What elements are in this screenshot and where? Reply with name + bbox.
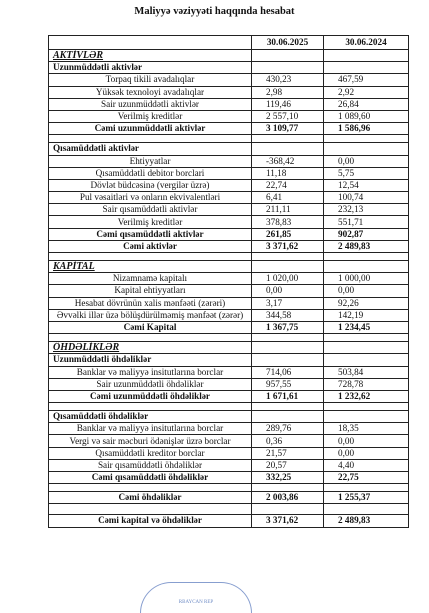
row-label <box>49 135 252 143</box>
row-label: Qısamüddətli öhdəliklər <box>49 411 252 423</box>
value-2024 <box>324 135 409 143</box>
value-2024: 503,84 <box>324 366 409 378</box>
table-row <box>49 216 409 228</box>
value-2024: 232,13 <box>324 204 409 216</box>
value-2025: 2,98 <box>252 86 324 98</box>
row-label: KAPİTAL <box>49 261 252 273</box>
row-label: Vergi və sair məcburi ödənişlər üzrə borclar <box>49 435 252 447</box>
value-2024: 0,00 <box>324 155 409 167</box>
table-row <box>49 179 409 191</box>
value-2025: 332,25 <box>252 472 324 484</box>
value-2025 <box>252 504 324 515</box>
value-2024 <box>324 261 409 273</box>
row-label: Sair qısamüddətli aktivlər <box>49 204 252 216</box>
value-2025: 378,83 <box>252 216 324 228</box>
value-2024: 2,92 <box>324 86 409 98</box>
row-label: Uzunmüddətli aktivlər <box>49 62 252 74</box>
value-2024: 0,00 <box>324 435 409 447</box>
spacer-row <box>49 135 409 143</box>
value-2025: 344,58 <box>252 309 324 321</box>
row-label <box>49 334 252 342</box>
value-2024: 100,74 <box>324 192 409 204</box>
value-2025: 957,55 <box>252 378 324 390</box>
value-2025: 3 371,62 <box>252 240 324 252</box>
table-row <box>49 423 409 435</box>
spacer-row <box>49 334 409 342</box>
row-label: Cəmi uzunmüddətli aktivlər <box>49 123 252 135</box>
value-2025: 22,74 <box>252 179 324 191</box>
value-2024: 4,40 <box>324 459 409 471</box>
table-row <box>49 309 409 321</box>
table-row <box>49 98 409 110</box>
table-row <box>49 378 409 390</box>
value-2025: 119,46 <box>252 98 324 110</box>
row-label: Pul vəsaitləri və onların ekvivalentləri <box>49 192 252 204</box>
value-2025: 714,06 <box>252 366 324 378</box>
section-header-row <box>49 342 409 354</box>
table-row <box>49 447 409 459</box>
spacer-row <box>49 403 409 411</box>
value-2024: 92,26 <box>324 297 409 309</box>
value-2024: 551,71 <box>324 216 409 228</box>
value-2024 <box>324 504 409 515</box>
row-label: Cəmi uzunmüddətli öhdəliklər <box>49 390 252 402</box>
column-header-2024: 30.06.2024 <box>324 36 409 50</box>
table-row <box>49 74 409 86</box>
section-header-row <box>49 261 409 273</box>
value-2024 <box>324 411 409 423</box>
row-label: Torpaq tikili avadalıqlar <box>49 74 252 86</box>
value-2024: 0,00 <box>324 447 409 459</box>
value-2025 <box>252 62 324 74</box>
row-label: Verilmiş kreditlər <box>49 110 252 122</box>
value-2025: 289,76 <box>252 423 324 435</box>
row-label: Yüksək texnoloyi avadalıqlar <box>49 86 252 98</box>
row-label: Nizamnamə kapitalı <box>49 273 252 285</box>
value-2024: 1 089,60 <box>324 110 409 122</box>
subsection-header-row <box>49 354 409 366</box>
column-header-2025: 30.06.2025 <box>252 36 324 50</box>
value-2024 <box>324 484 409 492</box>
value-2024 <box>324 253 409 261</box>
table-row <box>49 285 409 297</box>
value-2025 <box>252 354 324 366</box>
value-2024 <box>324 143 409 155</box>
value-2024: 1 000,00 <box>324 273 409 285</box>
total-row <box>49 492 409 504</box>
table-row <box>49 86 409 98</box>
subsection-header-row <box>49 62 409 74</box>
value-2024: 5,75 <box>324 167 409 179</box>
total-row <box>49 472 409 484</box>
value-2025: 211,11 <box>252 204 324 216</box>
value-2025: 3 371,62 <box>252 515 324 527</box>
value-2025: 261,85 <box>252 228 324 240</box>
table-row <box>49 435 409 447</box>
table-row <box>49 459 409 471</box>
row-label: Banklar və maliyyə insitutlarına borclar <box>49 366 252 378</box>
row-label <box>49 504 252 515</box>
value-2025: 2 003,86 <box>252 492 324 504</box>
value-2024: 467,59 <box>324 74 409 86</box>
value-2024: 22,75 <box>324 472 409 484</box>
value-2024 <box>324 334 409 342</box>
value-2025 <box>252 253 324 261</box>
value-2025: 1 367,75 <box>252 321 324 333</box>
row-label: Cəmi qısamüddətli öhdəliklər <box>49 472 252 484</box>
value-2025: 2 557,10 <box>252 110 324 122</box>
value-2024: 2 489,83 <box>324 240 409 252</box>
value-2025: 20,57 <box>252 459 324 471</box>
total-row <box>49 515 409 527</box>
value-2024: 1 234,45 <box>324 321 409 333</box>
total-row <box>49 240 409 252</box>
header-label-cell <box>49 36 252 50</box>
spacer-row <box>49 504 409 515</box>
value-2025: 430,23 <box>252 74 324 86</box>
value-2024 <box>324 342 409 354</box>
subsection-header-row <box>49 143 409 155</box>
row-label: Sair qısamüddətli öhdəliklər <box>49 459 252 471</box>
value-2025 <box>252 484 324 492</box>
value-2025: 3,17 <box>252 297 324 309</box>
table-row <box>49 297 409 309</box>
table-row <box>49 204 409 216</box>
value-2025: 11,18 <box>252 167 324 179</box>
total-row <box>49 390 409 402</box>
value-2024: 0,00 <box>324 285 409 297</box>
row-label: Qısamüddətli debitor borclari <box>49 167 252 179</box>
value-2025 <box>252 143 324 155</box>
value-2025 <box>252 403 324 411</box>
value-2025: 21,57 <box>252 447 324 459</box>
row-label: Hesabat dövrünün xalis mənfəəti (zərəri) <box>49 297 252 309</box>
table-row <box>49 167 409 179</box>
value-2024: 18,35 <box>324 423 409 435</box>
row-label: Dövlət büdcəsinə (vergilər üzrə) <box>49 179 252 191</box>
value-2025 <box>252 342 324 354</box>
row-label: ÖHDƏLİKLƏR <box>49 342 252 354</box>
row-label: Əvvəlki illər üzə bölüşdürülməmiş mənfəət (zərər) <box>49 309 252 321</box>
row-label: Kapital ehtiyyatları <box>49 285 252 297</box>
value-2025: 0,36 <box>252 435 324 447</box>
value-2024: 2 489,83 <box>324 515 409 527</box>
row-label <box>49 403 252 411</box>
value-2025 <box>252 261 324 273</box>
value-2025: -368,42 <box>252 155 324 167</box>
row-label: AKTİVLƏR <box>49 50 252 62</box>
row-label <box>49 484 252 492</box>
row-label: Banklar və maliyyə insitutlarına borclar <box>49 423 252 435</box>
value-2024 <box>324 354 409 366</box>
row-label: Verilmiş kreditlər <box>49 216 252 228</box>
table-row <box>49 192 409 204</box>
value-2025: 1 020,00 <box>252 273 324 285</box>
row-label: Cəmi qısamüddətli aktivlər <box>49 228 252 240</box>
value-2024: 1 232,62 <box>324 390 409 402</box>
total-row <box>49 321 409 333</box>
table-row <box>49 273 409 285</box>
value-2025: 3 109,77 <box>252 123 324 135</box>
section-header-row <box>49 50 409 62</box>
official-stamp <box>140 582 252 613</box>
value-2024 <box>324 403 409 411</box>
value-2024: 26,84 <box>324 98 409 110</box>
value-2024: 1 255,37 <box>324 492 409 504</box>
value-2024: 728,78 <box>324 378 409 390</box>
value-2025: 0,00 <box>252 285 324 297</box>
value-2025 <box>252 135 324 143</box>
stamp-text: RBAYCAN REP <box>178 600 214 605</box>
report-title: Maliyyə vəziyyəti haqqında hesabat <box>134 6 295 17</box>
row-label: Uzunmüddətli öhdəliklər <box>49 354 252 366</box>
total-row <box>49 123 409 135</box>
row-label: Sair uzunmüddətli öhdəliklər <box>49 378 252 390</box>
value-2025 <box>252 411 324 423</box>
row-label: Ehtiyyatlar <box>49 155 252 167</box>
table-header-row <box>49 36 409 50</box>
balance-sheet-table <box>48 35 409 528</box>
total-row <box>49 228 409 240</box>
value-2024 <box>324 50 409 62</box>
row-label: Qısamüddətli kreditor borclar <box>49 447 252 459</box>
value-2025: 6,41 <box>252 192 324 204</box>
spacer-row <box>49 253 409 261</box>
row-label: Cəmi aktivlər <box>49 240 252 252</box>
value-2024: 12,54 <box>324 179 409 191</box>
spacer-row <box>49 484 409 492</box>
row-label: Cəmi kapital və öhdəliklər <box>49 515 252 527</box>
row-label: Cəmi Kapital <box>49 321 252 333</box>
value-2025 <box>252 50 324 62</box>
table-row <box>49 110 409 122</box>
value-2024: 902,87 <box>324 228 409 240</box>
table-row <box>49 366 409 378</box>
value-2024: 142,19 <box>324 309 409 321</box>
subsection-header-row <box>49 411 409 423</box>
value-2024: 1 586,96 <box>324 123 409 135</box>
value-2025 <box>252 334 324 342</box>
value-2025: 1 671,61 <box>252 390 324 402</box>
value-2024 <box>324 62 409 74</box>
table-row <box>49 155 409 167</box>
row-label <box>49 253 252 261</box>
row-label: Qısamüddətli aktivlər <box>49 143 252 155</box>
row-label: Cəmi öhdəliklər <box>49 492 252 504</box>
row-label: Sair uzunmüddətli aktivlər <box>49 98 252 110</box>
